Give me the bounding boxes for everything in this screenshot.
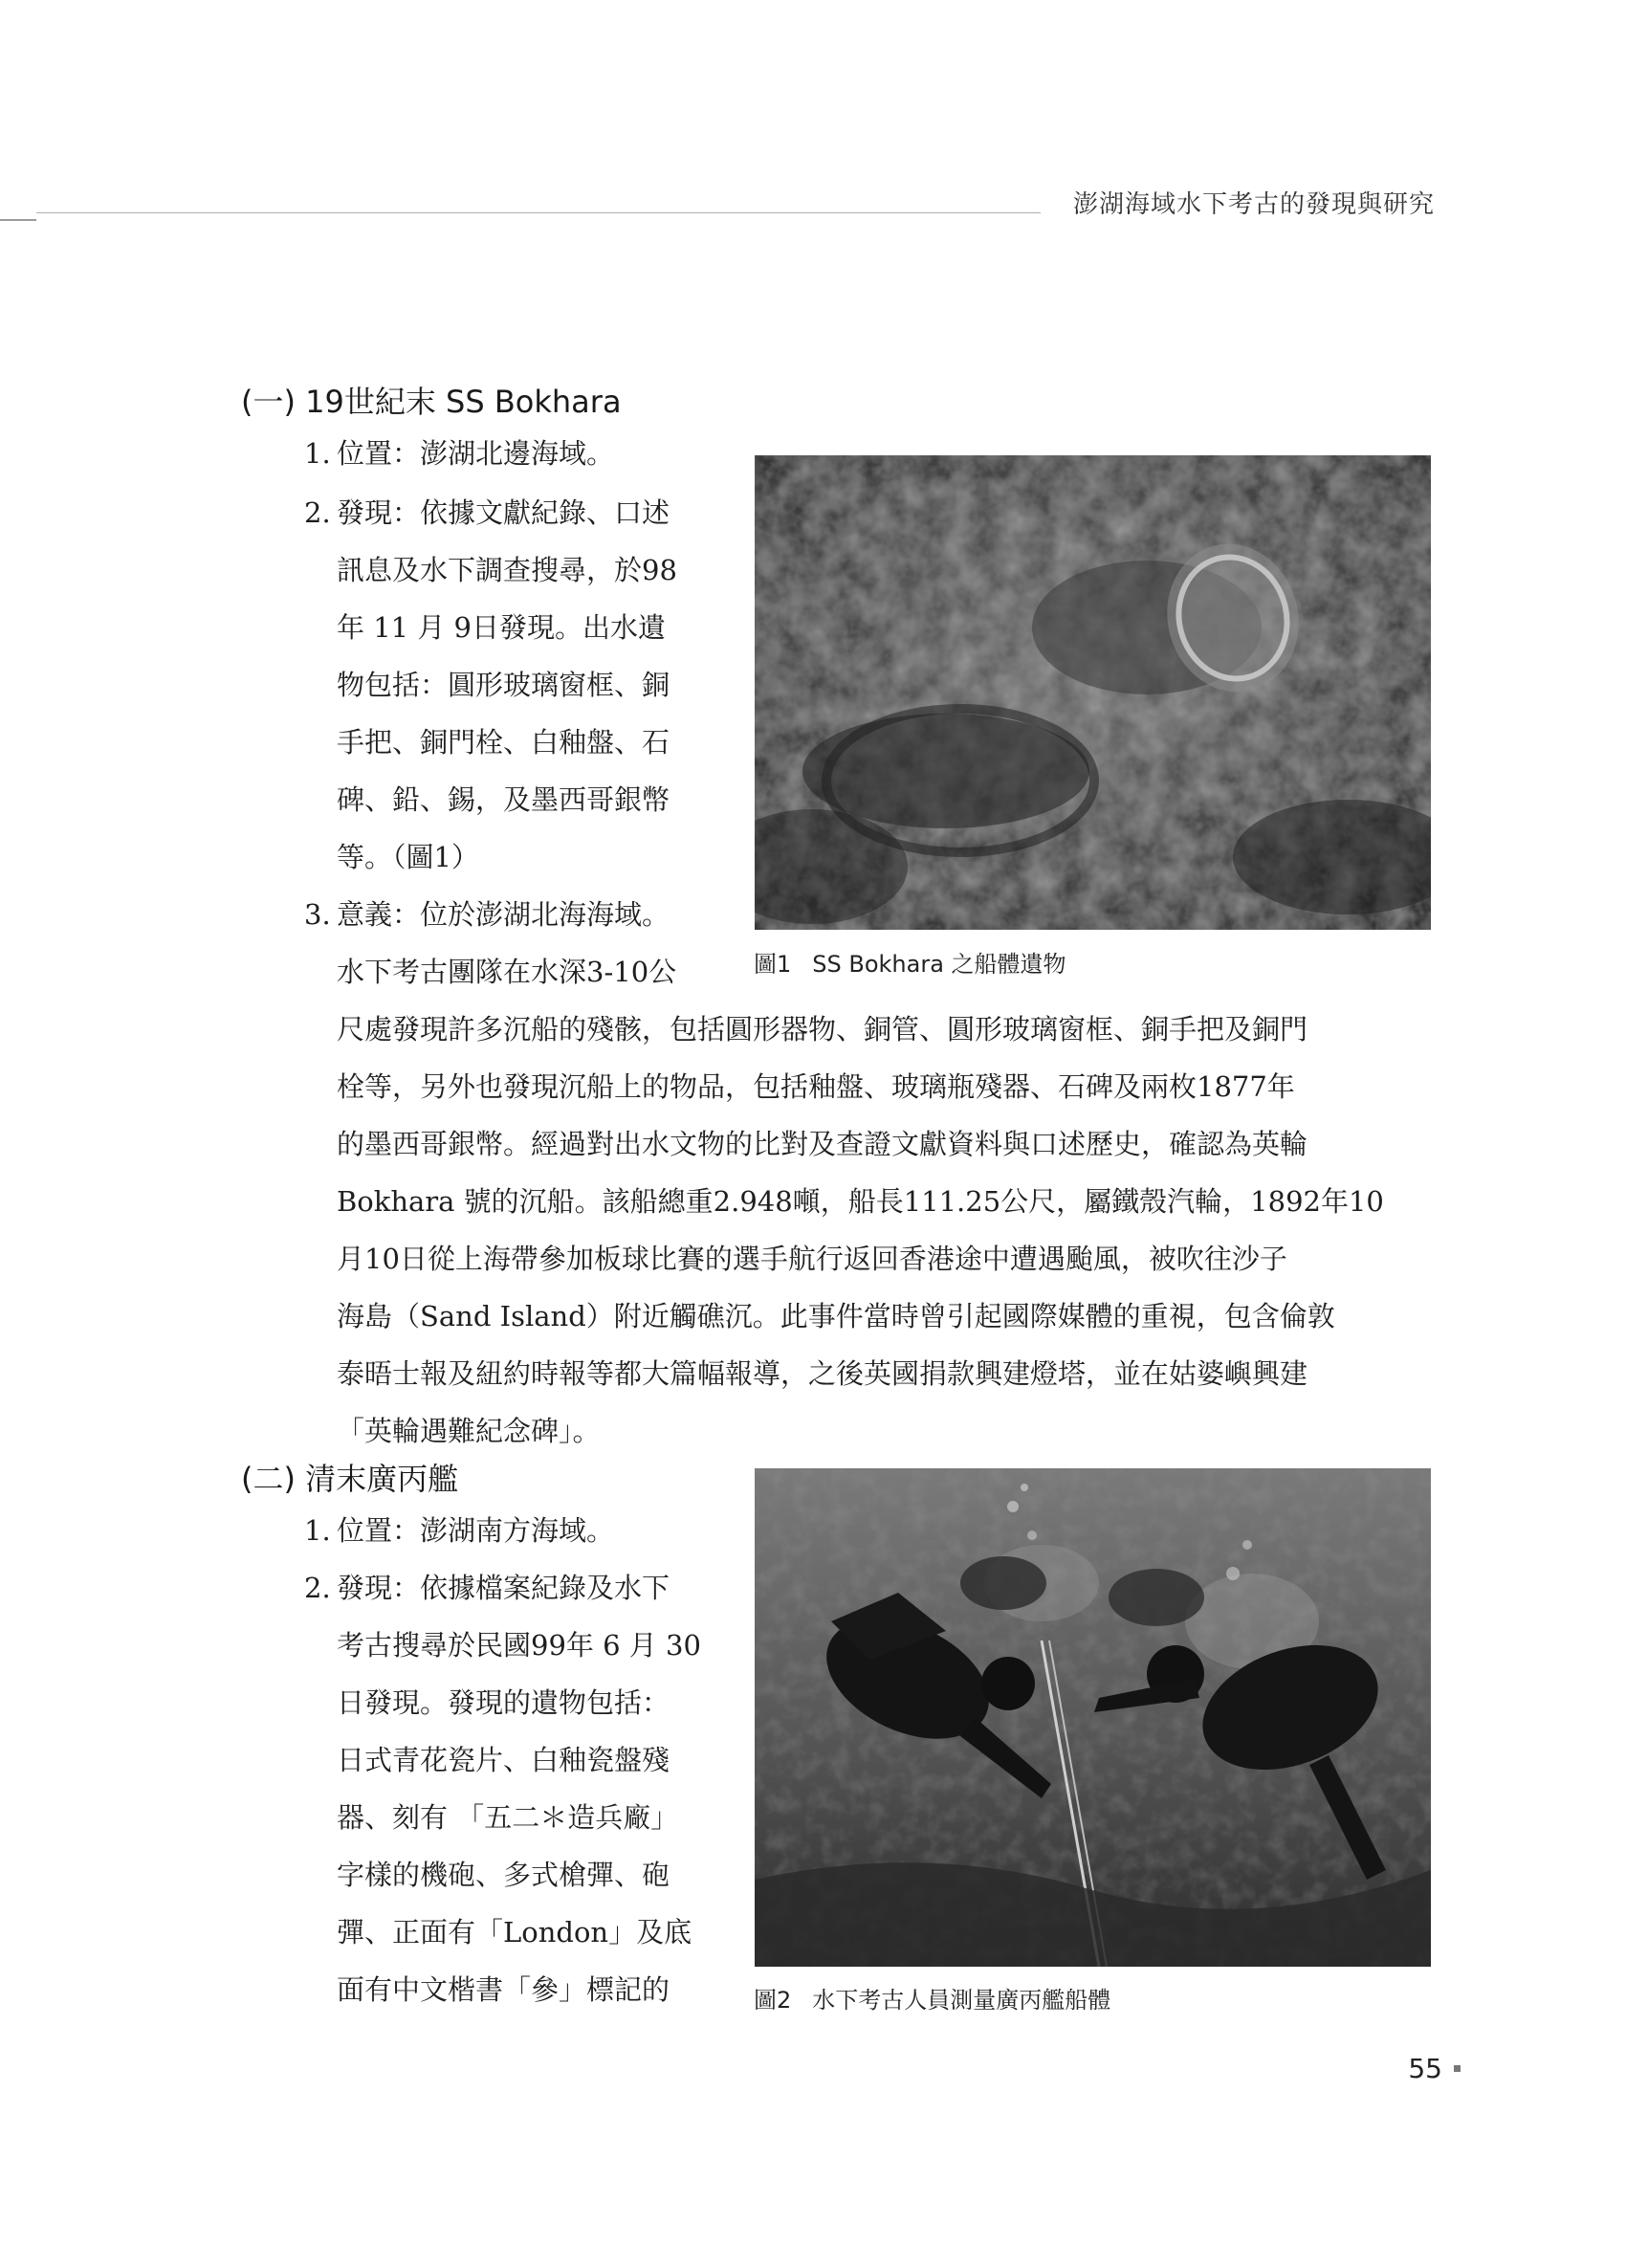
s1-item2-num: 2.: [304, 496, 331, 529]
figure1-caption: [754, 945, 1066, 979]
s1-item3-num: 3.: [304, 898, 331, 931]
page-number: 55: [1408, 2053, 1442, 2084]
s1-item2-line-2: 年 11 月 9日發現。出水遺: [337, 611, 667, 644]
s1-body-line-7: 「英輪遇難紀念碑」。: [337, 1415, 601, 1447]
s1-body-line-1: 栓等，另外也發現沉船上的物品，包括釉盤、玻璃瓶殘器、石碑及兩枚1877年: [337, 1070, 1295, 1103]
s2-item1-text: 位置：澎湖南方海域。: [337, 1514, 615, 1547]
s2-item2-line-5: 字樣的機砲、多式槍彈、砲: [337, 1859, 670, 1891]
s1-body-line-6: 泰晤士報及紐約時報等都大篇幅報導，之後英國捐款興建燈塔，並在姑婆嶼興建: [337, 1357, 1308, 1390]
figure2-label: 圖2: [754, 1987, 792, 2014]
header-rule-left: [0, 219, 36, 221]
section1-title: (一) 19世紀末 SS Bokhara: [241, 384, 622, 420]
figure1-image: [755, 455, 1431, 930]
page-number-marker: [1454, 2065, 1461, 2072]
s1-item3-line-0: 3. 意義：位於澎湖北海海域。: [304, 898, 670, 931]
figure1-photo: [755, 455, 1431, 930]
s2-item2-line-0: 2. 發現：依據檔案紀錄及水下: [304, 1572, 670, 1604]
s1-item2-line-4: 手把、銅門栓、白釉盤、石: [337, 726, 670, 759]
s1-body-line-5: 海島（Sand Island）附近觸礁沉。此事件當時曾引起國際媒體的重視，包含倫敦: [337, 1300, 1335, 1332]
s1-item2-line-6: 等。（圖1）: [337, 841, 479, 873]
s2-item2-line-6: 彈、正面有「London」及底: [337, 1916, 692, 1949]
figure2-image: [755, 1468, 1431, 1967]
s1-item2-line-0: 2. 發現：依據文獻紀錄、口述: [304, 496, 670, 529]
s2-item2-line-4: 器、刻有 「五二＊造兵廠」: [337, 1801, 679, 1834]
s2-item2-line-1: 考古搜尋於民國99年 6 月 30: [337, 1629, 701, 1662]
s2-item1: [304, 1509, 614, 1549]
s1-body-line-4: 月10日從上海帶參加板球比賽的選手航行返回香港途中遭遇颱風，被吹往沙子: [337, 1243, 1287, 1275]
running-head: 澎湖海域水下考古的發現與研究: [1072, 190, 1435, 219]
figure1-caption-text: SS Bokhara 之船體遺物: [812, 951, 1066, 978]
section2-title: (二) 清末廣丙艦: [241, 1461, 459, 1497]
s2-item2-line-3: 日式青花瓷片、白釉瓷盤殘: [337, 1744, 670, 1776]
s1-item2-line-5: 碑、鉛、錫，及墨西哥銀幣: [337, 783, 670, 816]
s1-item1-text: 位置：澎湖北邊海域。: [337, 437, 615, 470]
s1-item2-line-1: 訊息及水下調查搜尋，於98: [337, 554, 677, 586]
s1-item2-line-3: 物包括：圓形玻璃窗框、銅: [337, 669, 670, 701]
figure2-caption: [754, 1981, 1110, 2015]
header-rule: [36, 212, 1041, 213]
s1-item1-num: 1.: [304, 437, 331, 470]
s2-item2-line-7: 面有中文楷書「參」標記的: [337, 1973, 670, 2006]
s1-body-line-2: 的墨西哥銀幣。經過對出水文物的比對及查證文獻資料與口述歷史，確認為英輪: [337, 1128, 1308, 1160]
s2-item1-num: 1.: [304, 1514, 331, 1547]
figure1-label: 圖1: [754, 951, 792, 978]
s1-item1: [304, 432, 614, 472]
s1-item3-line-1: 水下考古團隊在水深3-10公: [337, 956, 677, 988]
s1-body-line-0: 尺處發現許多沉船的殘骸，包括圓形器物、銅管、圓形玻璃窗框、銅手把及銅門: [337, 1013, 1308, 1046]
s2-item2-num: 2.: [304, 1572, 331, 1604]
figure2-caption-text: 水下考古人員測量廣丙艦船體: [812, 1987, 1111, 2014]
s1-body-line-3: Bokhara 號的沉船。該船總重2.948噸，船長111.25公尺，屬鐵殼汽輪，1892年10: [337, 1185, 1384, 1218]
s2-item2-line-2: 日發現。發現的遺物包括：: [337, 1686, 670, 1719]
figure2-photo: [755, 1468, 1431, 1967]
